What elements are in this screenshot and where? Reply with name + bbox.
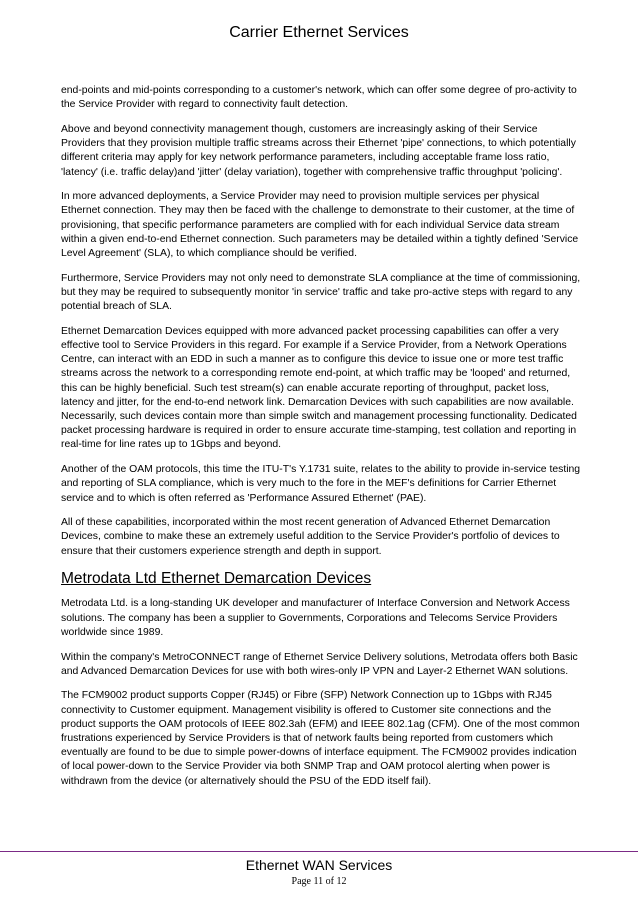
paragraph: All of these capabilities, incorporated within the most recent generation of Advanced Ethernet Demarcation Devices, combine to make these an extremely useful addition to the Service Provider's portfolio of devices to ensure that their customers experience strength and depth in support. — [61, 517, 560, 557]
paragraph: end-points and mid-points corresponding to a customer's network, which can offer some degree of pro-activity to the Service Provider with regard to connectivity fault detection. — [61, 85, 577, 111]
page-number: Page 11 of 12 — [291, 876, 347, 887]
paragraph: Ethernet Demarcation Devices equipped with more advanced packet processing capabilities can offer a very effective tool to Service Providers in this regard. For example if a Service Provider, from a Network Operations Centre, can interact with an EDD in such a manner as to configure this device to issue one or more test traffic streams across the network to a corresponding remote end-point, at which traffic may be 'looped' and returned, this can be highly beneficial. Such test stream(s) can enable accurate reporting of throughput, packet loss, latency and jitter, for the end-to-end network link. Demarcation Devices with such capabilities are now available. Necessarily, such devices contain more than simple switch and management processing functionality. Dedicated packet processing hardware is required in order to ensure accurate time-stamping, test collation and reporting in real-time for line rates up to 1Gbps and beyond. — [61, 325, 577, 451]
paragraph: The FCM9002 product supports Copper (RJ45) or Fibre (SFP) Network Connection up to 1Gbps with RJ45 connectivity to Customer equipment. Management visibility is offered to Customer site connections and the product supports the OAM protocols of IEEE 802.3ah (EFM) and IEEE 802.1ag (CFM). One of the most common frustrations experienced by Service Providers is that of network faults being reported from customers which eventually are found to be due to simple power-downs of interface equipment. The FCM9002 provides indication of local power-down to the Service Provider via both SNMP Trap and OAM protocol alerting when power is withdrawn from the device (or alternatively should the PSU of the EDD itself fail). — [61, 690, 580, 787]
document-body — [61, 84, 581, 799]
paragraph: Another of the OAM protocols, this time the ITU-T's Y.1731 suite, relates to the ability to provide in-service testing and reporting of SLA compliance, which is very much to the fore in the MEF's definitions for Carrier Ethernet service and to which is often referred as 'Performance Assured Ethernet' (PAE). — [61, 464, 581, 504]
footer-divider — [0, 851, 638, 852]
paragraph: Above and beyond connectivity management though, customers are increasingly asking of their Service Providers that they provision multiple traffic streams across their Ethernet 'pipe' connections, to which potentially different criteria may apply for key network performance parameters, including acceptable frame loss ratio, 'latency' (i.e. traffic delay)and 'jitter' (delay variation), together with comprehensive traffic throughput 'policing'. — [61, 123, 576, 178]
page-header-title: Carrier Ethernet Services — [229, 24, 409, 41]
section-heading: Metrodata Ltd Ethernet Demarcation Devices — [61, 570, 372, 588]
footer-title: Ethernet WAN Services — [245, 857, 393, 873]
paragraph: Furthermore, Service Providers may not only need to demonstrate SLA compliance at the time of commissioning, but they may be required to subsequently monitor 'in service' traffic and take pro-active steps with regard to any potential breach of SLA. — [61, 272, 581, 313]
paragraph: Metrodata Ltd. is a long-standing UK developer and manufacturer of Interface Conversion and Network Access solutions. The company has been a supplier to Governments, Corporations and Telecoms Service Providers worldwide since 1989. — [61, 598, 570, 638]
paragraph: In more advanced deployments, a Service Provider may need to provision multiple services per physical Ethernet connection. They may then be faced with the challenge to demonstrate to their customer, at the time of provisioning, that specific performance parameters are complied with for each individual Service data stream within a given end-to-end Ethernet connection. Such parameters may be detailed within a tightly defined 'Service Level Agreement' (SLA), to which compliance should be verified. — [61, 191, 579, 260]
paragraph: Within the company's MetroCONNECT range of Ethernet Service Delivery solutions, Metrodata offers both Basic and Advanced Demarcation Devices for use with both wires-only IP VPN and Layer-2 Ethernet WAN solutions. — [61, 651, 578, 677]
